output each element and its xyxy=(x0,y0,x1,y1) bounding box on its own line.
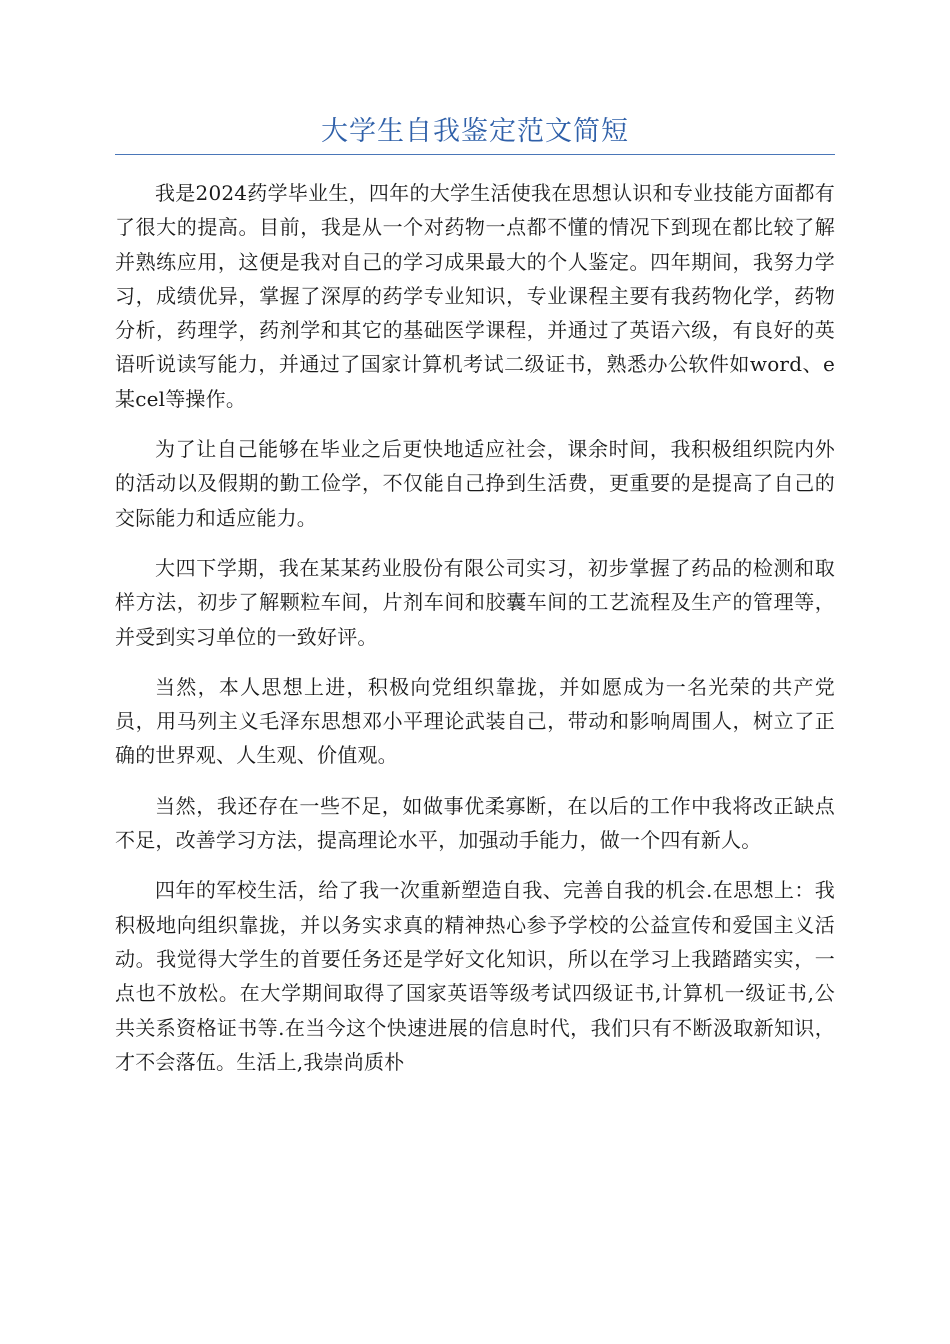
paragraph: 四年的军校生活，给了我一次重新塑造自我、完善自我的机会.在思想上：我积极地向组织靠拢，并以务实求真的精神热心参予学校的公益宣传和爱国主义活动。我觉得大学生的首要任务还是学好文化知识，所以在学习上我踏踏实实，一点也不放松。在大学期间取得了国家英语等级考试四级证书,计算机一级证书,公共关系资格证书等.在当今这个快速进展的信息时代，我们只有不断汲取新知识，才不会落伍。生活上,我崇尚质朴 xyxy=(115,878,835,1074)
title-underline xyxy=(115,154,835,155)
paragraph: 大四下学期，我在某某药业股份有限公司实习，初步掌握了药品的检测和取样方法，初步了解颗粒车间，片剂车间和胶囊车间的工艺流程及生产的管理等，并受到实习单位的一致好评。 xyxy=(115,555,835,649)
document-title: 大学生自我鉴定范文简短 xyxy=(321,116,629,147)
paragraph: 为了让自己能够在毕业之后更快地适应社会，课余时间，我积极组织院内外的活动以及假期的勤工俭学，不仅能自己挣到生活费，更重要的是提高了自己的交际能力和适应能力。 xyxy=(115,437,835,530)
paragraph: 我是2024药学毕业生，四年的大学生活使我在思想认识和专业技能方面都有了很大的提高。目前，我是从一个对药物一点都不懂的情况下到现在都比较了解并熟练应用，这便是我对自己的学习成果最大的个人鉴定。四年期间，我努力学习，成绩优异，掌握了深厚的药学专业知识，专业课程主要有我药物化学，药物分析，药理学，药剂学和其它的基础医学课程，并通过了英语六级，有良好的英语听说读写能力，并通过了国家计算机考试二级证书，熟悉办公软件如word、e某cel等操作。 xyxy=(115,181,835,411)
paragraph: 当然，我还存在一些不足，如做事优柔寡断，在以后的工作中我将改正缺点不足，改善学习方法，提高理论水平，加强动手能力，做一个四有新人。 xyxy=(115,793,835,853)
paragraph: 当然，本人思想上进，积极向党组织靠拢，并如愿成为一名光荣的共产党员，用马列主义毛泽东思想邓小平理论武装自己，带动和影响周围人，树立了正确的世界观、人生观、价值观。 xyxy=(115,674,835,768)
document-body xyxy=(115,176,835,1095)
